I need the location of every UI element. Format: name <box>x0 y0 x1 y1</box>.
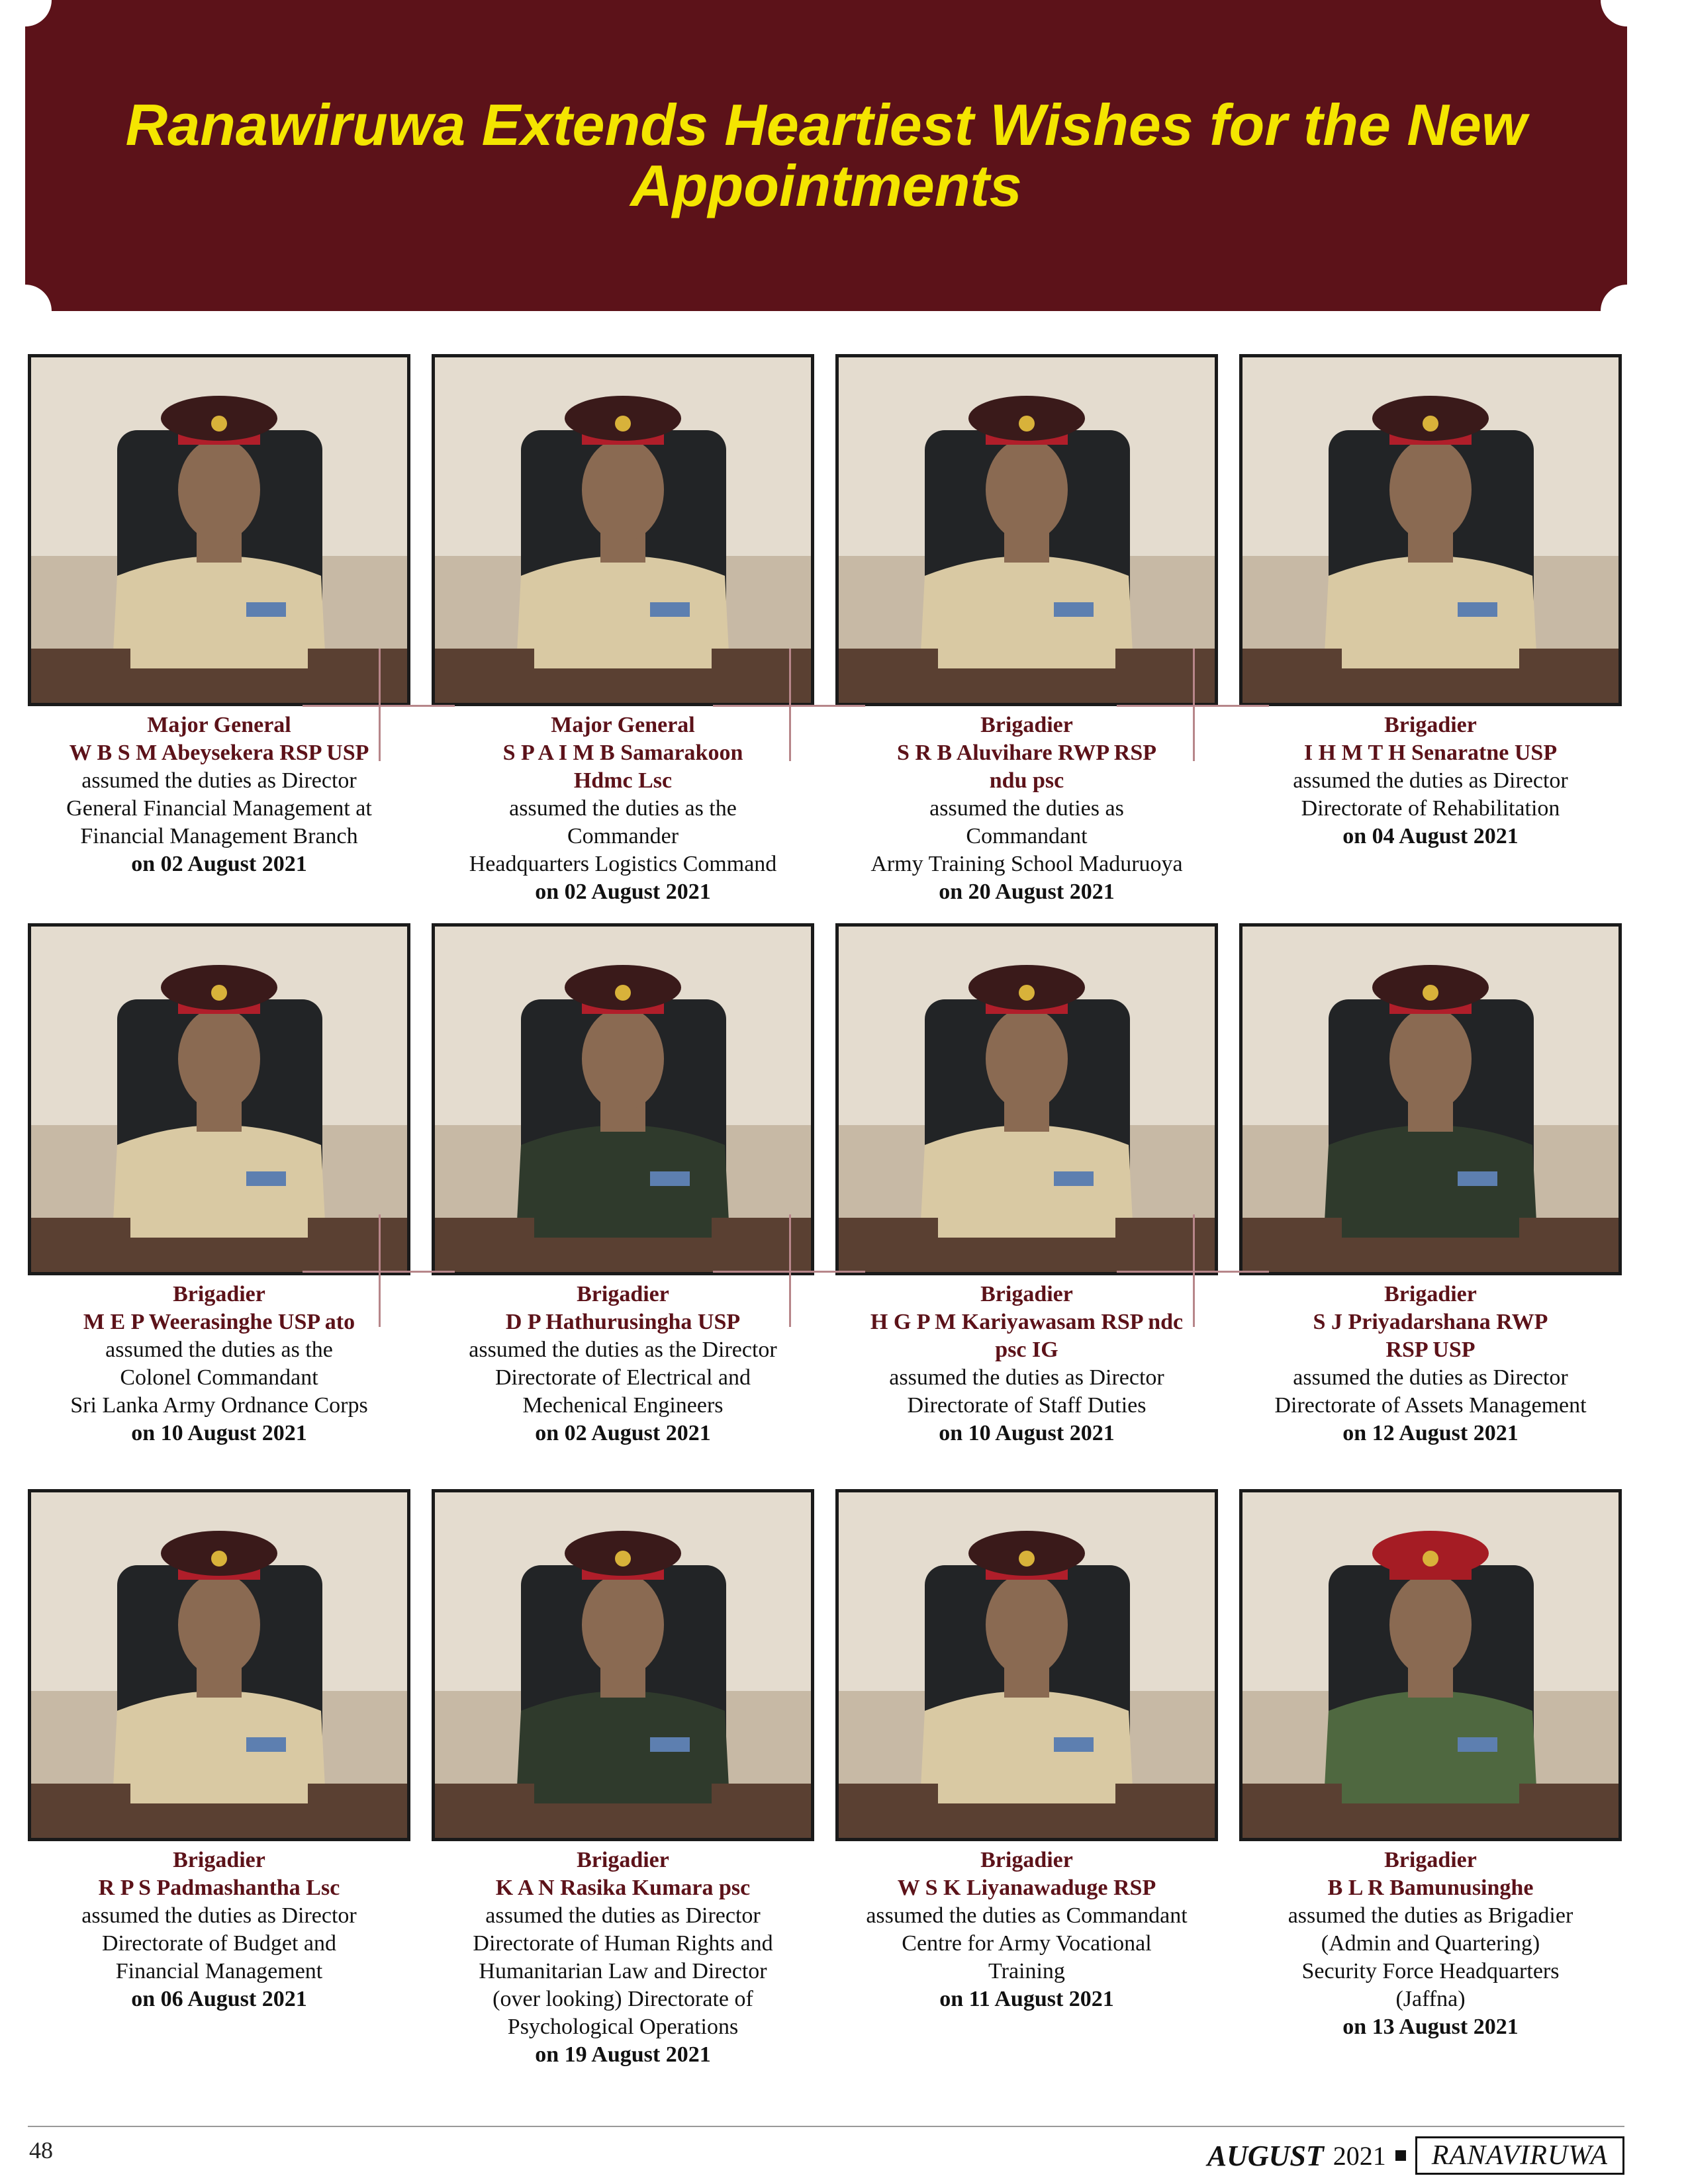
appointment-caption <box>1226 1281 1635 1447</box>
officer-rank: Brigadier <box>1384 1282 1477 1306</box>
officer-portrait-photo <box>432 923 814 1275</box>
banner-corner-notch <box>1601 0 1654 26</box>
officer-portrait-photo <box>1239 1489 1622 1841</box>
appointment-date: on 06 August 2021 <box>131 1987 307 2011</box>
appointment-duty: assumed the duties as the Commander Headquarters Logistics Command <box>469 796 777 876</box>
officer-rank: Brigadier <box>980 713 1073 737</box>
appointment-caption <box>822 711 1231 906</box>
appointment-card <box>835 1489 1218 2045</box>
banner-corner-notch <box>1601 285 1654 338</box>
appointment-caption <box>418 711 827 906</box>
appointment-date: on 02 August 2021 <box>535 1421 711 1445</box>
caption-divider-line <box>1193 1214 1195 1327</box>
banner-corner-notch <box>0 0 52 26</box>
appointment-caption <box>15 1281 424 1447</box>
appointment-date: on 19 August 2021 <box>535 2042 711 2067</box>
officer-portrait-photo <box>1239 923 1622 1275</box>
appointment-duty: assumed the duties as Director Directorate of Staff Duties <box>889 1365 1164 1418</box>
banner-corner-notch <box>0 285 52 338</box>
appointment-card <box>835 923 1218 1479</box>
appointment-duty: assumed the duties as Director Directorate of Budget and Financial Management <box>81 1903 357 1983</box>
officer-portrait-photo <box>28 923 410 1275</box>
appointment-duty: assumed the duties as Director Directorate of Assets Management <box>1274 1365 1587 1418</box>
officer-name: S R B Aluvihare RWP RSP ndu psc <box>896 741 1157 793</box>
appointment-card <box>1239 923 1622 1479</box>
footer-month: AUGUST <box>1207 2139 1324 2172</box>
appointments-grid <box>28 354 1630 2088</box>
officer-name: M E P Weerasinghe USP ato <box>83 1310 355 1334</box>
officer-rank: Brigadier <box>173 1282 265 1306</box>
appointment-caption <box>822 1846 1231 2013</box>
officer-name: R P S Padmashantha Lsc <box>98 1876 340 1900</box>
officer-portrait-photo <box>835 1489 1218 1841</box>
caption-divider-line <box>379 649 381 761</box>
appointment-duty: assumed the duties as Commandant Army Training School Maduruoya <box>870 796 1183 876</box>
appointment-date: on 20 August 2021 <box>939 880 1115 904</box>
footer-masthead <box>1207 2136 1624 2175</box>
appointment-card <box>835 354 1218 910</box>
appointment-duty: assumed the duties as the Director Directorate of Electrical and Mechenical Engineers <box>469 1338 777 1418</box>
appointment-caption <box>15 711 424 878</box>
page-title: Ranawiruwa Extends Heartiest Wishes for the New Appointments <box>125 91 1527 218</box>
appointment-duty: assumed the duties as Commandant Centre for Army Vocational Training <box>866 1903 1188 1983</box>
officer-portrait-photo <box>28 1489 410 1841</box>
appointment-date: on 02 August 2021 <box>131 852 307 876</box>
officer-name: I H M T H Senaratne USP <box>1303 741 1558 765</box>
appointment-caption <box>15 1846 424 2013</box>
appointment-card <box>1239 354 1622 910</box>
appointment-card <box>432 923 814 1479</box>
appointment-date: on 10 August 2021 <box>939 1421 1115 1445</box>
officer-rank: Major General <box>551 713 695 737</box>
footer-magazine-name: RANAVIRUWA <box>1415 2136 1624 2175</box>
appointment-duty: assumed the duties as the Colonel Commandant Sri Lanka Army Ordnance Corps <box>70 1338 368 1418</box>
appointment-duty: assumed the duties as Brigadier (Admin and Quartering) Security Force Headquarters (Jaffna) <box>1288 1903 1573 2011</box>
officer-portrait-photo <box>835 923 1218 1275</box>
officer-name: S P A I M B Samarakoon Hdmc Lsc <box>502 741 743 793</box>
officer-rank: Brigadier <box>1384 713 1477 737</box>
appointment-card <box>28 923 410 1479</box>
footer-divider <box>28 2126 1624 2127</box>
page-number: 48 <box>29 2137 53 2163</box>
appointment-caption <box>418 1846 827 2069</box>
officer-rank: Brigadier <box>980 1282 1073 1306</box>
appointment-date: on 11 August 2021 <box>939 1987 1114 2011</box>
officer-name: W S K Liyanawaduge RSP <box>897 1876 1156 1900</box>
appointment-caption <box>822 1281 1231 1447</box>
officer-name: S J Priyadarshana RWP RSP USP <box>1313 1310 1548 1362</box>
caption-divider-line <box>1193 649 1195 761</box>
appointment-card <box>28 354 410 910</box>
title-banner <box>25 0 1627 311</box>
officer-rank: Brigadier <box>980 1848 1073 1872</box>
officer-rank: Major General <box>147 713 291 737</box>
officer-rank: Brigadier <box>577 1282 669 1306</box>
officer-name: W B S M Abeysekera RSP USP <box>69 741 369 765</box>
appointment-date: on 04 August 2021 <box>1342 824 1519 848</box>
officer-rank: Brigadier <box>1384 1848 1477 1872</box>
appointment-duty: assumed the duties as Director Directorate of Rehabilitation <box>1293 768 1568 821</box>
officer-portrait-photo <box>28 354 410 706</box>
officer-portrait-photo <box>432 354 814 706</box>
officer-name: H G P M Kariyawasam RSP ndc psc IG <box>870 1310 1184 1362</box>
appointment-card <box>28 1489 410 2045</box>
appointment-duty: assumed the duties as Director Directorate of Human Rights and Humanitarian Law and Director (over looking) Directorate of Psychological Operations <box>473 1903 773 2039</box>
officer-name: D P Hathurusingha USP <box>505 1310 741 1334</box>
appointment-caption <box>1226 1846 1635 2041</box>
appointment-card <box>432 1489 814 2067</box>
officer-rank: Brigadier <box>173 1848 265 1872</box>
appointment-date: on 12 August 2021 <box>1342 1421 1519 1445</box>
appointment-card <box>432 354 814 910</box>
officer-rank: Brigadier <box>577 1848 669 1872</box>
appointment-date: on 10 August 2021 <box>131 1421 307 1445</box>
officer-portrait-photo <box>835 354 1218 706</box>
footer-year: 2021 <box>1333 2140 1386 2171</box>
appointment-caption <box>1226 711 1635 850</box>
appointment-caption <box>418 1281 827 1447</box>
caption-divider-line <box>789 649 791 761</box>
officer-name: K A N Rasika Kumara psc <box>495 1876 751 1900</box>
appointment-card <box>1239 1489 1622 2045</box>
appointment-date: on 02 August 2021 <box>535 880 711 904</box>
appointment-date: on 13 August 2021 <box>1342 2015 1519 2039</box>
footer-square-bullet <box>1395 2150 1406 2161</box>
caption-divider-line <box>789 1214 791 1327</box>
officer-portrait-photo <box>1239 354 1622 706</box>
officer-name: B L R Bamunusinghe <box>1327 1876 1534 1900</box>
appointment-duty: assumed the duties as Director General Financial Management at Financial Management Branch <box>66 768 372 848</box>
caption-divider-line <box>379 1214 381 1327</box>
officer-portrait-photo <box>432 1489 814 1841</box>
